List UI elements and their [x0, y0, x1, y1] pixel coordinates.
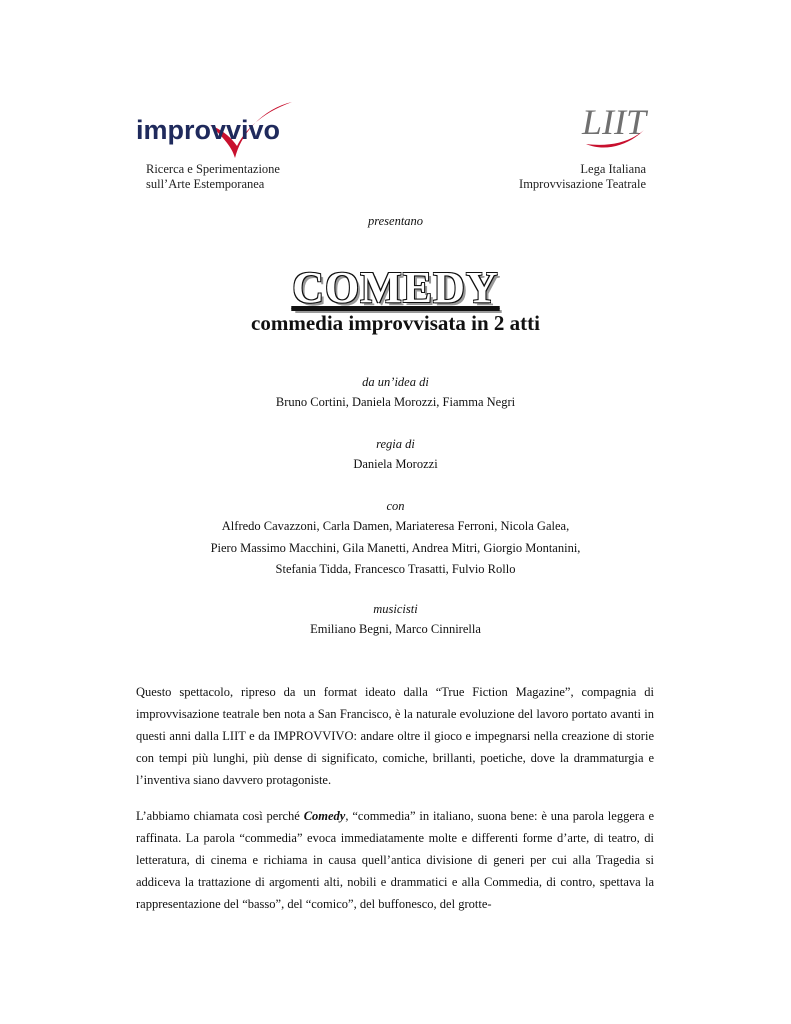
con-label: con: [386, 499, 405, 513]
liit-logo: [580, 92, 650, 150]
left-subtitle-line: sull’Arte Estemporanea: [146, 177, 265, 191]
right-subtitle-line: Improvvisazione Teatrale: [519, 177, 646, 191]
right-subtitle-line: Lega Italiana: [580, 162, 646, 176]
cast-line: Piero Massimo Macchini, Gila Manetti, Andrea Mitri, Giorgio Montanini,: [210, 540, 581, 555]
paragraph-text: [136, 805, 654, 915]
svg-text:improvvivo: improvvivo: [136, 115, 281, 145]
cast-line: Stefania Tidda, Francesco Trasatti, Fulvio Rollo: [275, 562, 516, 576]
left-subtitle-line: Ricerca e Sperimentazione: [146, 162, 280, 176]
musicisti-label: musicisti: [373, 602, 418, 616]
regia-value: Daniela Morozzi: [353, 457, 438, 471]
right-org-subtitle: [519, 162, 646, 192]
improvvivo-logo: [134, 100, 329, 160]
comedy-emphasis: Comedy: [303, 809, 346, 823]
body-paragraph-2: [136, 805, 654, 915]
paragraph-text-start: L’abbiamo chiamata così perché: [136, 809, 304, 823]
paragraph-text: Questo spettacolo, ripreso da un format ideato dalla “True Fiction Magazine”, compagnia di improvvisazione teatrale ben nota a San Francisco, è la naturale evoluzione del lavoro portato avanti in questi anni dalla LIIT e da IMPROVVIVO: andare oltre il gioco e impegnarsi nella creazione di storie con tempi più lunghi, più dense di significato, comiche, brillanti, poetiche, dove la drammaturgia e l’inventiva siano davvero protagoniste.: [136, 685, 654, 787]
cast-line: Alfredo Cavazzoni, Carla Damen, Mariateresa Ferroni, Nicola Galea,: [221, 519, 570, 533]
page-subtitle: commedia improvvisata in 2 atti: [251, 311, 540, 335]
presentano-label: presentano: [367, 214, 424, 228]
svg-text:LIIT: LIIT: [582, 102, 647, 142]
body-paragraph-1: [136, 681, 654, 791]
cast-list: [0, 516, 791, 581]
idea-value: Bruno Cortini, Daniela Morozzi, Fiamma Negri: [275, 395, 516, 409]
paragraph-text-rest: , “commedia” in italiano, suona bene: è una parola leggera e raffinata. La parola “commedia” evoca immediatamente molte e differenti forme d’arte, di teatro, di letteratura, di cinema e richiama in causa quell’antica divisione di generi per cui alla Tragedia si addiceva la trattazione di argomenti alti, nobili e drammatici e alla Commedia, di contro, spettava la rappresentazione del “basso”, del “comico”, del buffonesco, del grotte-: [136, 809, 654, 911]
regia-label: regia di: [376, 437, 415, 451]
page-title: COMEDY: [292, 263, 499, 312]
musicisti-value: Emiliano Begni, Marco Cinnirella: [310, 622, 481, 636]
idea-label: da un’idea di: [362, 375, 429, 389]
left-org-subtitle: [146, 162, 280, 192]
